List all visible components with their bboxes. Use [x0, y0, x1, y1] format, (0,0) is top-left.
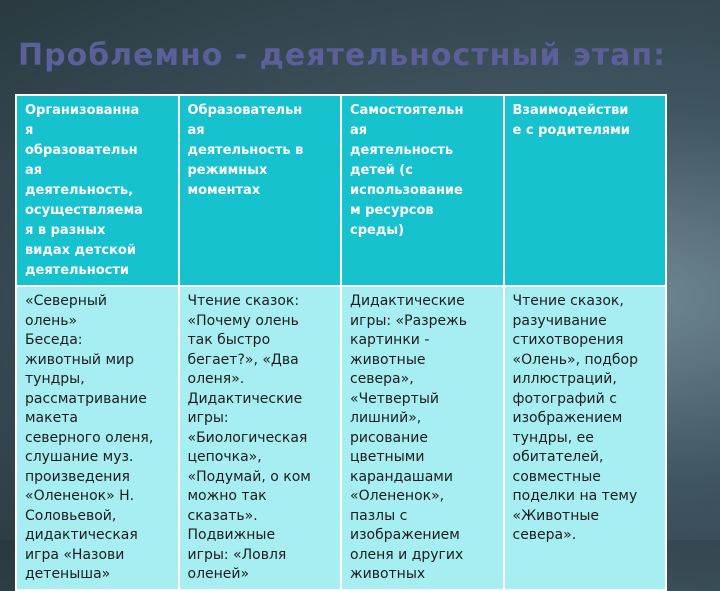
slide-title: Проблемно - деятельностный этап: — [18, 38, 667, 73]
table-cell: Дидактические игры: «Разрежь картинки - животные севера», «Четвертый лишний», рисование цветными карандашами «Олененок», пазлы с изображением оленя и других животных — [341, 286, 504, 590]
table-header-cell: Образовательн ая деятельность в режимных моментах — [179, 95, 342, 286]
table-cell: Чтение сказок, разучивание стихотворения «Олень», подбор иллюстраций, фотографий с изображением тундры, ее обитателей, совместные поделки на тему «Животные севера». — [504, 286, 667, 590]
table-cell: «Северный олень» Беседа: животный мир тундры, рассматривание макета северного оленя, слушание муз. произведения «Олененок» Н. Соловьевой, дидактическая игра «Назови детеныша» — [16, 286, 179, 590]
table-header-row — [16, 95, 666, 286]
table-header-cell: Организованна я образовательн ая деятельность, осуществляема я в разных видах детской деятельности — [16, 95, 179, 286]
activity-table — [15, 94, 667, 591]
table-row — [16, 286, 666, 590]
table-cell: Чтение сказок: «Почему олень так быстро бегает?», «Два оленя». Дидактические игры: «Биологическая цепочка», «Подумай, о ком можно так сказать». Подвижные игры: «Ловля оленей» — [179, 286, 342, 590]
table-header-cell: Самостоятельн ая деятельность детей (с использование м ресурсов среды) — [341, 95, 504, 286]
table-header-cell: Взаимодействи е с родителями — [504, 95, 667, 286]
